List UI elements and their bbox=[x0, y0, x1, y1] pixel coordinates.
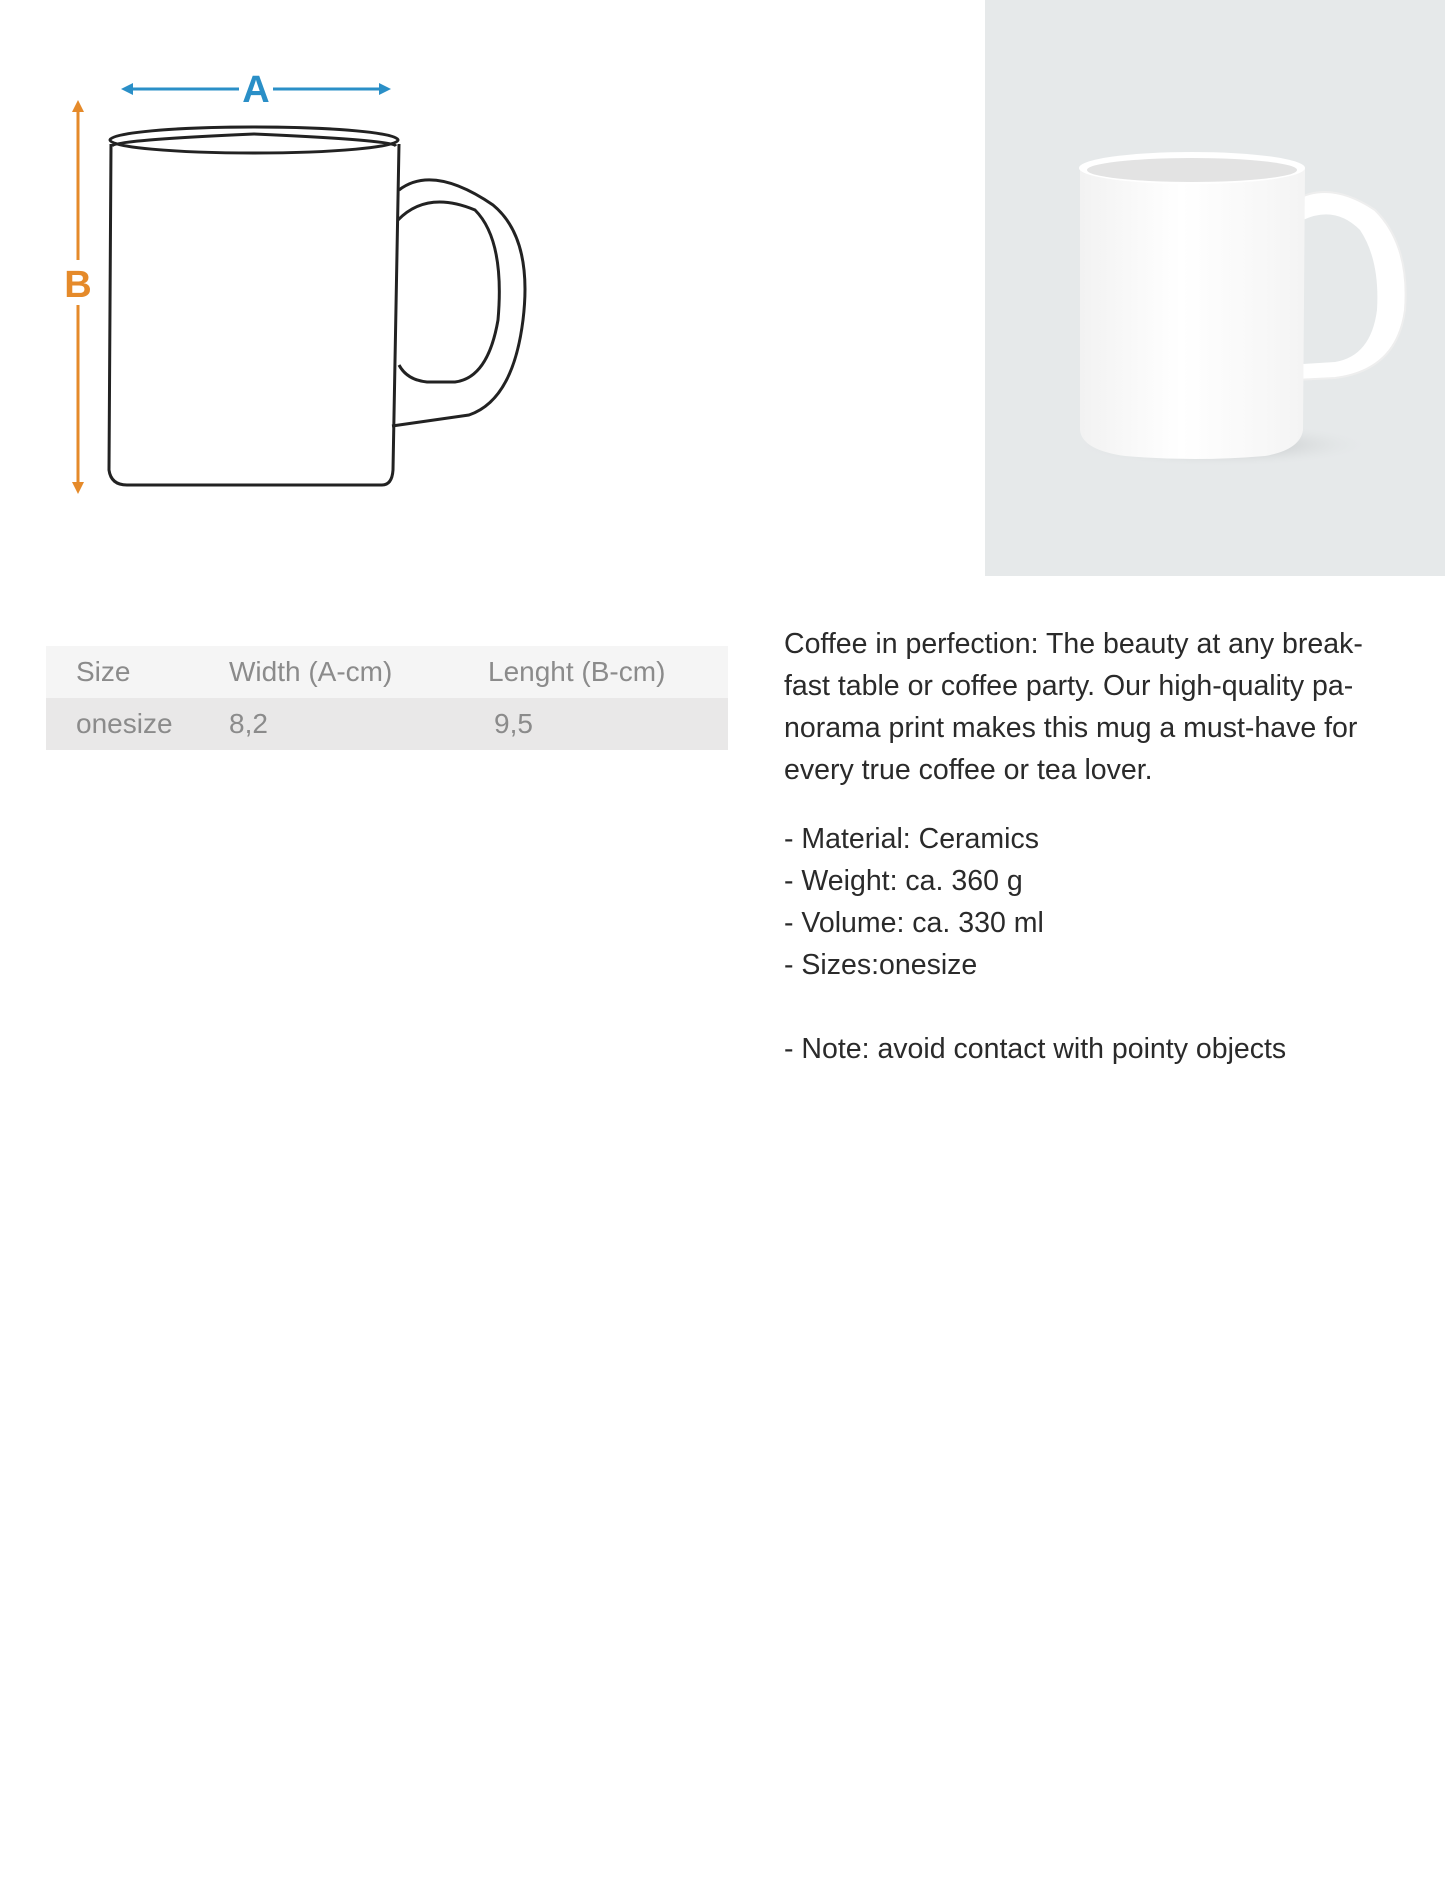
cell-size: onesize bbox=[76, 708, 173, 739]
intro-line: Coffee in perfection: The beauty at any break- bbox=[784, 628, 1363, 660]
mug-product-photo bbox=[985, 0, 1445, 576]
spec-weight: - Weight: ca. 360 g bbox=[784, 865, 1023, 897]
intro-line: norama print makes this mug a must-have for bbox=[784, 712, 1358, 744]
product-description bbox=[784, 623, 1424, 1070]
table-row bbox=[46, 698, 728, 750]
mug-dimension-diagram bbox=[55, 60, 545, 500]
mug-body-outline bbox=[109, 127, 525, 485]
size-table bbox=[46, 646, 728, 750]
label-b: B bbox=[64, 264, 92, 306]
size-table-header-row bbox=[46, 646, 728, 698]
description-intro bbox=[784, 623, 1424, 791]
intro-line: fast table or coffee party. Our high-quality pa- bbox=[784, 670, 1354, 702]
intro-line: every true coffee or tea lover. bbox=[784, 754, 1153, 786]
label-a: A bbox=[242, 69, 270, 111]
cell-width: 8,2 bbox=[229, 708, 268, 739]
spec-material: - Material: Ceramics bbox=[784, 823, 1039, 855]
spec-volume: - Volume: ca. 330 ml bbox=[784, 907, 1044, 939]
spec-list bbox=[784, 818, 1424, 986]
mug-photo-illustration bbox=[985, 0, 1445, 576]
height-arrow-b bbox=[64, 100, 91, 494]
spec-sizes: - Sizes:onesize bbox=[784, 949, 978, 981]
cell-length: 9,5 bbox=[494, 708, 533, 739]
header-length: Lenght (B-cm) bbox=[488, 656, 666, 687]
care-note: - Note: avoid contact with pointy objects bbox=[784, 1033, 1287, 1065]
header-size: Size bbox=[76, 656, 131, 687]
mug-outline-drawing bbox=[55, 60, 545, 500]
width-arrow-a bbox=[121, 69, 391, 111]
header-width: Width (A-cm) bbox=[229, 656, 393, 687]
